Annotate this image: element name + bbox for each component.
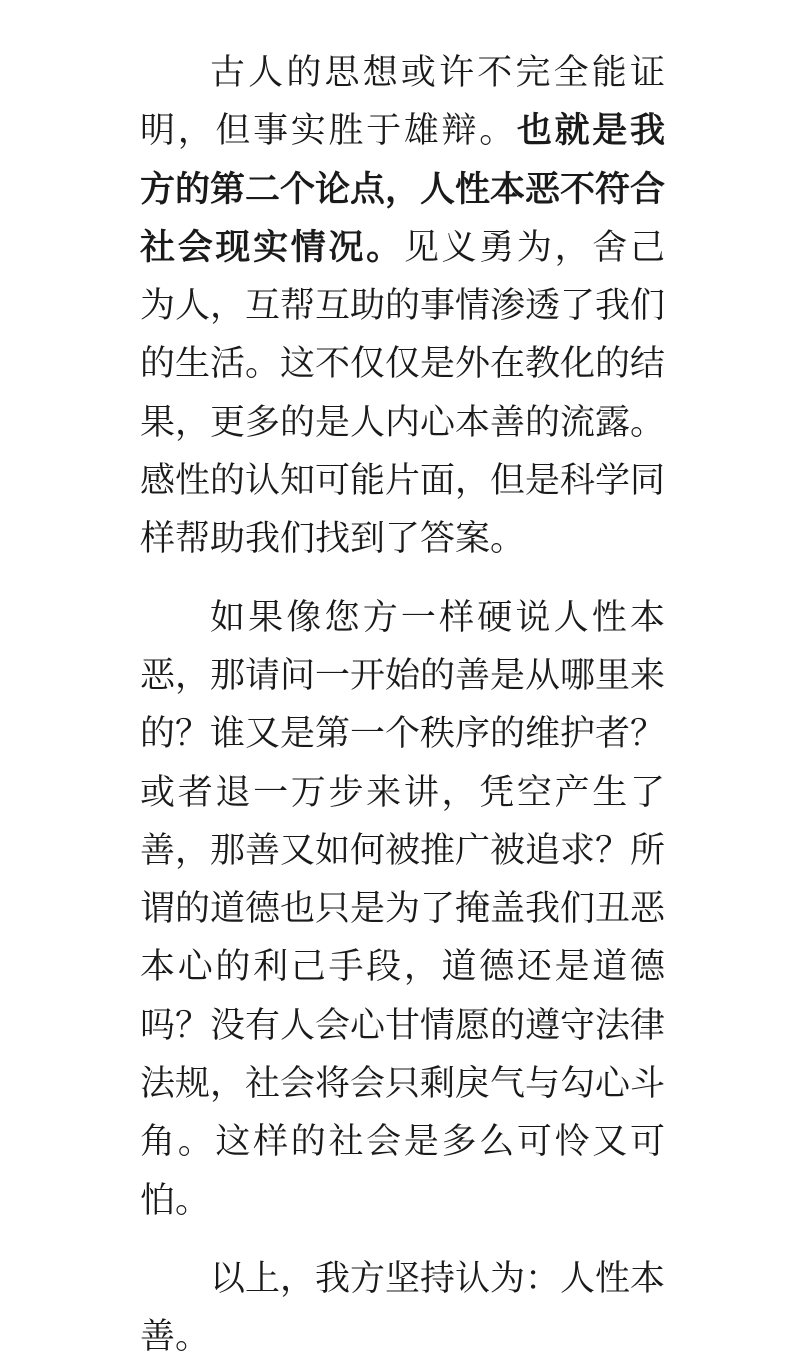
paragraph-argument: [140, 44, 665, 569]
paragraph-rebuttal: 如果像您方一样硬说人性本恶，那请问一开始的善是从哪里来的？谁又是第一个秩序的维护者？或者退一万步来讲，凭空产生了善，那善又如何被推广被追求？所谓的道德也只是为了掩盖我们丑恶本心的利己手段，道德还是道德吗？没有人会心甘情愿的遵守法律法规，社会将会只剩戾气与勾心斗角。这样的社会是多么可怜又可怕。: [140, 597, 666, 1221]
document-page: [140, 44, 665, 1367]
paragraph-argument-rest: 见义勇为，舍己为人，互帮互助的事情渗透了我们的生活。这不仅仅是外在教化的结果，更多的是人内心本善的流露。感性的认知可能片面，但是科学同样帮助我们找到了答案。: [140, 227, 666, 560]
paragraph-argument-lead: 古人的思想或许不完全能证明，但事实胜于雄辩。: [140, 53, 665, 152]
paragraph-argument-thesis: 也就是我方的第二个论点，人性本恶不符合社会现实情况。: [140, 110, 666, 268]
paragraph-conclusion: 以上，我方坚持认为：人性本善。: [140, 1258, 666, 1358]
